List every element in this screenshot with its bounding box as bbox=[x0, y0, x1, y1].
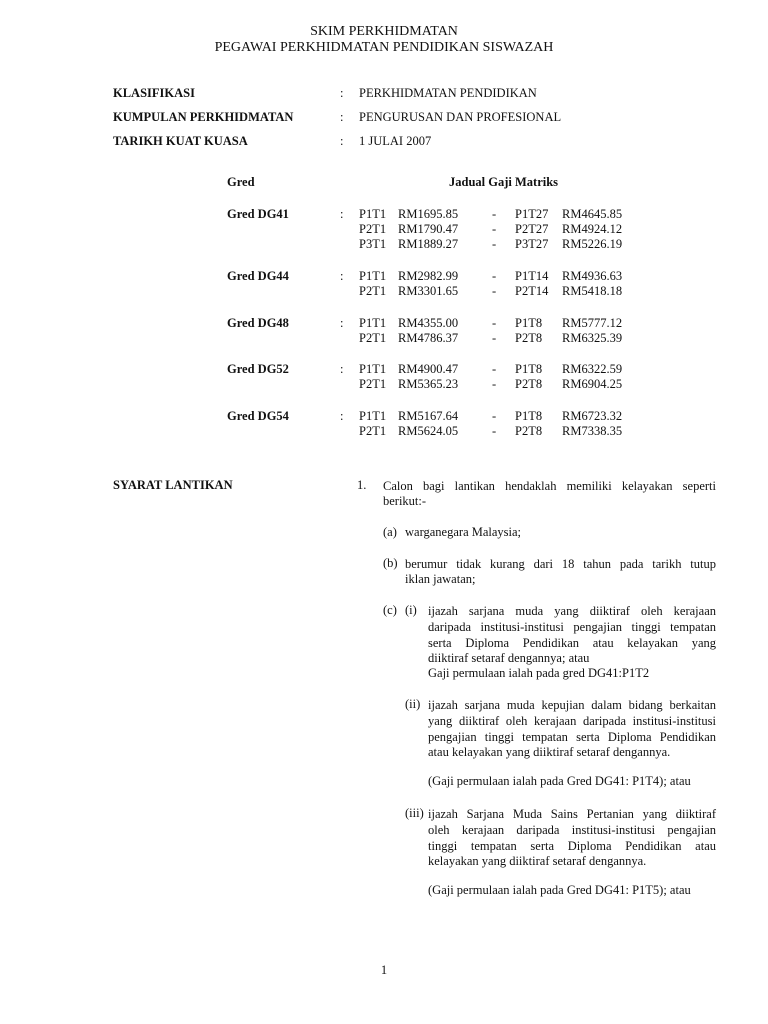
salary-start-amount: RM1790.47 bbox=[398, 222, 459, 236]
salary-start-amount: RM5167.64 bbox=[398, 409, 459, 423]
salary-end-step: P1T8 bbox=[515, 362, 543, 376]
grade-name: Gred DG41 bbox=[227, 207, 289, 221]
grade-name: Gred DG54 bbox=[227, 409, 289, 423]
item-c-iii-label: (iii) bbox=[405, 806, 424, 820]
salary-end-step: P2T8 bbox=[515, 331, 543, 345]
item-c-ii-line: atau kelayakan yang diiktiraf setaraf dengannya. bbox=[428, 745, 671, 759]
salary-range-dash: - bbox=[492, 222, 497, 236]
item-c-iii-line: kelayakan yang diiktiraf setaraf dengannya. bbox=[428, 854, 647, 868]
salary-range-dash: - bbox=[492, 269, 497, 283]
item-c-iii-line: tinggi tempatan serta Diploma Pendidikan atau bbox=[428, 839, 716, 853]
salary-range-dash: - bbox=[492, 409, 497, 423]
salary-end-step: P3T27 bbox=[515, 237, 549, 251]
item-c-ii-line: yang diiktiraf oleh kerajaan daripada institusi-institusi bbox=[428, 714, 716, 728]
item-c-ii-line: ijazah sarjana muda kepujian dalam bidang berkaitan bbox=[428, 698, 716, 712]
syarat-number: 1. bbox=[357, 478, 367, 492]
salary-end-amount: RM4645.85 bbox=[562, 207, 623, 221]
salary-start-amount: RM3301.65 bbox=[398, 284, 459, 298]
item-c-i-line: serta Diploma Pendidikan atau kelayakan yang bbox=[428, 636, 716, 650]
grade-name: Gred DG48 bbox=[227, 316, 289, 330]
salary-start-step: P2T1 bbox=[359, 222, 387, 236]
salary-start-amount: RM4900.47 bbox=[398, 362, 459, 376]
page-number: 1 bbox=[380, 963, 388, 977]
salary-start-amount: RM5624.05 bbox=[398, 424, 459, 438]
salary-range-dash: - bbox=[492, 207, 497, 221]
salary-start-amount: RM5365.23 bbox=[398, 377, 459, 391]
item-c-i-line: ijazah sarjana muda yang diiktiraf oleh kerajaan bbox=[428, 604, 716, 618]
grade-colon: : bbox=[340, 409, 344, 423]
item-c-ii-label: (ii) bbox=[405, 697, 421, 711]
salary-end-amount: RM6904.25 bbox=[562, 377, 623, 391]
salary-start-amount: RM1889.27 bbox=[398, 237, 459, 251]
item-c-iii-line: ijazah Sarjana Muda Sains Pertanian yang diiktiraf bbox=[428, 807, 716, 821]
info-label-klasifikasi: KLASIFIKASI bbox=[113, 86, 195, 100]
salary-start-step: P3T1 bbox=[359, 237, 387, 251]
salary-start-amount: RM2982.99 bbox=[398, 269, 459, 283]
document-subtitle: PEGAWAI PERKHIDMATAN PENDIDIKAN SISWAZAH bbox=[214, 40, 554, 55]
info-value-tarikh: 1 JULAI 2007 bbox=[359, 134, 432, 148]
salary-range-dash: - bbox=[492, 237, 497, 251]
item-a-text: warganegara Malaysia; bbox=[405, 525, 522, 539]
salary-range-dash: - bbox=[492, 331, 497, 345]
salary-start-amount: RM4355.00 bbox=[398, 316, 459, 330]
salary-end-amount: RM6322.59 bbox=[562, 362, 623, 376]
item-b-label: (b) bbox=[383, 556, 398, 570]
salary-range-dash: - bbox=[492, 284, 497, 298]
salary-end-step: P2T8 bbox=[515, 424, 543, 438]
salary-start-step: P2T1 bbox=[359, 331, 387, 345]
info-label-tarikh: TARIKH KUAT KUASA bbox=[113, 134, 248, 148]
salary-end-step: P1T8 bbox=[515, 409, 543, 423]
salary-range-dash: - bbox=[492, 377, 497, 391]
salary-end-amount: RM5777.12 bbox=[562, 316, 623, 330]
salary-start-step: P2T1 bbox=[359, 284, 387, 298]
salary-end-amount: RM4936.63 bbox=[562, 269, 623, 283]
grade-colon: : bbox=[340, 207, 344, 221]
salary-start-step: P1T1 bbox=[359, 362, 387, 376]
salary-start-step: P1T1 bbox=[359, 316, 387, 330]
syarat-intro-line: berikut:- bbox=[383, 494, 427, 508]
salary-range-dash: - bbox=[492, 362, 497, 376]
info-value-kumpulan: PENGURUSAN DAN PROFESIONAL bbox=[359, 110, 562, 124]
salary-start-step: P1T1 bbox=[359, 409, 387, 423]
info-colon: : bbox=[340, 86, 344, 100]
salary-start-step: P1T1 bbox=[359, 269, 387, 283]
item-c-i-line: diiktiraf setaraf dengannya; atau bbox=[428, 651, 590, 665]
item-b-line: berumur tidak kurang dari 18 tahun pada tarikh tutup bbox=[405, 557, 716, 571]
grade-colon: : bbox=[340, 269, 344, 283]
item-b-line: iklan jawatan; bbox=[405, 572, 476, 586]
info-value-klasifikasi: PERKHIDMATAN PENDIDIKAN bbox=[359, 86, 537, 100]
item-c-iii-salary: (Gaji permulaan ialah pada Gred DG41: P1T5); atau bbox=[428, 883, 691, 897]
salary-end-step: P2T14 bbox=[515, 284, 549, 298]
salary-end-step: P1T8 bbox=[515, 316, 543, 330]
salary-start-amount: RM1695.85 bbox=[398, 207, 459, 221]
salary-end-step: P1T14 bbox=[515, 269, 549, 283]
item-c-label: (c) bbox=[383, 603, 397, 617]
grade-name: Gred DG52 bbox=[227, 362, 289, 376]
item-c-i-line: daripada institusi-institusi pengajian tinggi tempatan bbox=[428, 620, 716, 634]
info-label-kumpulan: KUMPULAN PERKHIDMATAN bbox=[113, 110, 294, 124]
item-c-iii-line: oleh kerajaan daripada institusi-institusi pengajian bbox=[428, 823, 716, 837]
info-colon: : bbox=[340, 134, 344, 148]
salary-start-step: P1T1 bbox=[359, 207, 387, 221]
document-title: SKIM PERKHIDMATAN bbox=[310, 24, 458, 39]
item-c-ii-line: pengajian tinggi tempatan serta Diploma Pendidikan bbox=[428, 730, 716, 744]
salary-end-step: P1T27 bbox=[515, 207, 549, 221]
salary-end-amount: RM5418.18 bbox=[562, 284, 623, 298]
grade-colon: : bbox=[340, 316, 344, 330]
syarat-intro-line: Calon bagi lantikan hendaklah memiliki kelayakan seperti bbox=[383, 479, 716, 493]
salary-range-dash: - bbox=[492, 424, 497, 438]
salary-end-amount: RM7338.35 bbox=[562, 424, 623, 438]
salary-col-grade: Gred bbox=[227, 175, 255, 189]
salary-end-step: P2T8 bbox=[515, 377, 543, 391]
info-colon: : bbox=[340, 110, 344, 124]
salary-range-dash: - bbox=[492, 316, 497, 330]
syarat-heading: SYARAT LANTIKAN bbox=[113, 478, 233, 492]
salary-end-amount: RM6325.39 bbox=[562, 331, 623, 345]
salary-end-step: P2T27 bbox=[515, 222, 549, 236]
salary-start-step: P2T1 bbox=[359, 377, 387, 391]
salary-start-step: P2T1 bbox=[359, 424, 387, 438]
salary-end-amount: RM4924.12 bbox=[562, 222, 623, 236]
item-c-i-salary: Gaji permulaan ialah pada gred DG41:P1T2 bbox=[428, 666, 650, 680]
grade-name: Gred DG44 bbox=[227, 269, 289, 283]
item-a-label: (a) bbox=[383, 525, 397, 539]
salary-start-amount: RM4786.37 bbox=[398, 331, 459, 345]
salary-end-amount: RM6723.32 bbox=[562, 409, 623, 423]
item-c-ii-salary: (Gaji permulaan ialah pada Gred DG41: P1T4); atau bbox=[428, 774, 691, 788]
grade-colon: : bbox=[340, 362, 344, 376]
salary-end-amount: RM5226.19 bbox=[562, 237, 623, 251]
salary-col-matrix: Jadual Gaji Matriks bbox=[449, 175, 559, 189]
item-c-i-label: (i) bbox=[405, 603, 417, 617]
